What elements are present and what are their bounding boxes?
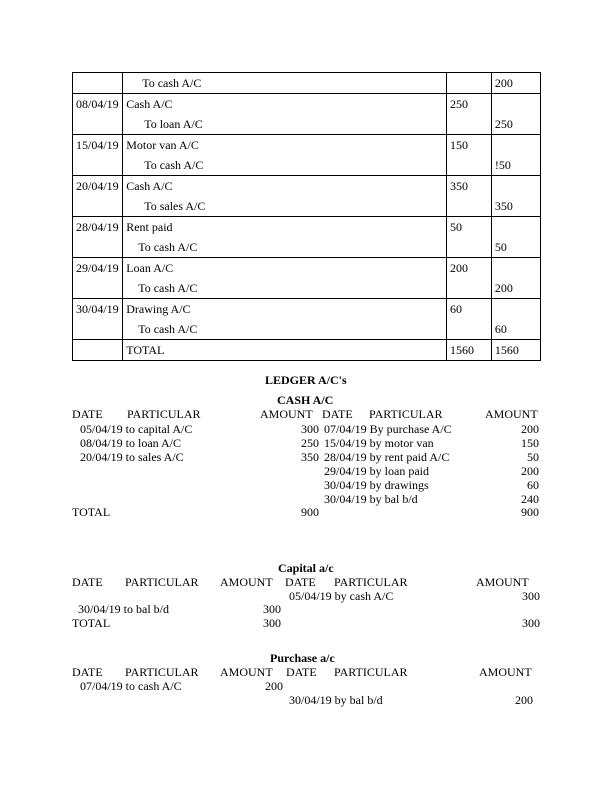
journal-debit xyxy=(446,217,491,258)
cash-total-label: TOTAL xyxy=(72,505,111,519)
purchase-right-entry-text: 30/04/19 by bal b/d xyxy=(289,693,383,707)
journal-credit-amount xyxy=(495,299,537,319)
journal-total-row xyxy=(73,340,541,361)
cash-left-entry-amount: 250 xyxy=(301,436,319,450)
cash-right-entry-amount: 200 xyxy=(521,422,539,436)
journal-debit-account: Loan A/C xyxy=(126,261,174,275)
journal-debit-amount xyxy=(450,237,488,257)
journal-date: 30/04/19 xyxy=(73,299,123,340)
journal-debit xyxy=(446,176,491,217)
journal-debit xyxy=(446,299,491,340)
journal-debit-account: Rent paid xyxy=(126,220,173,234)
journal-debit-amount xyxy=(450,278,488,298)
capital-header-date: DATE xyxy=(72,575,103,589)
journal-credit-amount xyxy=(495,94,537,114)
journal-debit-amount xyxy=(450,319,488,339)
cash-left-entry-text: 20/04/19 to sales A/C xyxy=(80,450,184,464)
journal-credit-amount: 350 xyxy=(494,199,513,213)
capital-title: Capital a/c xyxy=(278,561,334,575)
journal-debit xyxy=(446,135,491,176)
journal-credit-amount: 200 xyxy=(494,76,513,90)
cash-right-entry-amount: 240 xyxy=(521,492,539,506)
journal-debit-amount xyxy=(450,155,488,175)
journal-debit-amount: 200 xyxy=(449,261,468,275)
journal-credit-account: To loan A/C xyxy=(144,117,203,131)
cash-header-particular: PARTICULAR xyxy=(127,407,201,421)
journal-credit-amount xyxy=(495,176,537,196)
journal-credit xyxy=(491,217,540,258)
cash-title: CASH A/C xyxy=(277,393,334,407)
capital-header-amount2: AMOUNT xyxy=(476,575,529,589)
journal-particular xyxy=(123,73,447,94)
journal-debit-amount xyxy=(450,73,488,93)
journal-credit-account: To sales A/C xyxy=(144,199,206,213)
journal-credit-account: To cash A/C xyxy=(144,158,204,172)
journal-debit-amount: 150 xyxy=(449,138,468,152)
purchase-header-date: DATE xyxy=(72,665,103,679)
cash-total-right: 900 xyxy=(521,505,539,519)
capital-header-particular: PARTICULAR xyxy=(125,575,199,589)
capital-left-entry-amount: 300 xyxy=(263,602,281,616)
purchase-header-particular: PARTICULAR xyxy=(125,665,199,679)
cash-header-amount2: AMOUNT xyxy=(485,407,538,421)
journal-debit-account: Motor van A/C xyxy=(126,138,199,152)
journal-row xyxy=(73,176,541,217)
journal-particular xyxy=(123,94,447,135)
journal-credit xyxy=(491,299,540,340)
cash-header-date2: DATE xyxy=(322,407,353,421)
capital-right-entry-amount: 300 xyxy=(522,589,540,603)
journal-credit xyxy=(491,176,540,217)
journal-particular xyxy=(123,299,447,340)
journal-row xyxy=(73,299,541,340)
journal-debit-account: Cash A/C xyxy=(126,97,173,111)
journal-row xyxy=(73,73,541,94)
journal-date: 15/04/19 xyxy=(73,135,123,176)
journal-particular xyxy=(123,258,447,299)
journal-date: 29/04/19 xyxy=(73,258,123,299)
journal-debit-account: Drawing A/C xyxy=(126,302,191,316)
cash-left-entry-amount: 300 xyxy=(301,422,319,436)
journal-credit-account: To cash A/C xyxy=(142,76,202,90)
cash-right-entry-amount: 50 xyxy=(527,450,539,464)
journal-date: 20/04/19 xyxy=(73,176,123,217)
cash-right-entry-text: 28/04/19 by rent paid A/C xyxy=(324,450,450,464)
journal-total-credit: 1560 xyxy=(491,340,540,361)
journal-debit-amount: 250 xyxy=(449,97,468,111)
journal-credit-amount: 250 xyxy=(494,117,513,131)
purchase-left-entry-amount: 200 xyxy=(265,679,283,693)
journal-debit-amount: 50 xyxy=(449,220,462,234)
purchase-header-amount2: AMOUNT xyxy=(479,665,532,679)
journal-particular xyxy=(123,217,447,258)
journal-debit-amount xyxy=(450,196,488,216)
journal-credit-amount: 60 xyxy=(494,322,507,336)
capital-header-amount: AMOUNT xyxy=(220,575,273,589)
journal-credit-amount: 50 xyxy=(494,240,507,254)
journal-particular xyxy=(123,135,447,176)
purchase-left-entry-text: 07/04/19 to cash A/C xyxy=(80,679,182,693)
journal-body xyxy=(73,73,541,340)
cash-left-entry-amount: 350 xyxy=(301,450,319,464)
purchase-header-particular2: PARTICULAR xyxy=(334,665,408,679)
capital-right-entry-text: 05/04/19 by cash A/C xyxy=(289,589,394,603)
journal-debit xyxy=(446,258,491,299)
cash-header-date: DATE xyxy=(72,407,103,421)
journal-row xyxy=(73,94,541,135)
journal-debit-amount: 350 xyxy=(449,179,468,193)
journal-credit-amount: 200 xyxy=(494,281,513,295)
cash-right-entry-text: 29/04/19 by loan paid xyxy=(324,464,429,478)
journal-credit-amount xyxy=(495,258,537,278)
cash-right-entry-amount: 60 xyxy=(527,478,539,492)
journal-credit-amount xyxy=(495,135,537,155)
cash-right-entry-text: 07/04/19 By purchase A/C xyxy=(324,422,452,436)
journal-row xyxy=(73,258,541,299)
journal-debit-amount: 60 xyxy=(449,302,462,316)
journal-credit xyxy=(491,94,540,135)
purchase-title: Purchase a/c xyxy=(270,651,335,665)
capital-header-particular2: PARTICULAR xyxy=(334,575,408,589)
cash-header-particular2: PARTICULAR xyxy=(369,407,443,421)
journal-row xyxy=(73,217,541,258)
capital-header-date2: DATE xyxy=(285,575,316,589)
journal-date: 28/04/19 xyxy=(73,217,123,258)
capital-total-right: 300 xyxy=(522,616,540,630)
purchase-header-date2: DATE xyxy=(286,665,317,679)
journal-debit-account: Cash A/C xyxy=(126,179,173,193)
cash-header-amount: AMOUNT xyxy=(260,407,313,421)
journal-date: 08/04/19 xyxy=(73,94,123,135)
cash-left-entry-text: 08/04/19 to loan A/C xyxy=(80,436,182,450)
cash-left-entry-text: 05/04/19 to capital A/C xyxy=(80,422,193,436)
journal-credit-amount: !50 xyxy=(494,158,511,172)
ledger-title: LEDGER A/C's xyxy=(265,373,347,387)
journal-credit xyxy=(491,258,540,299)
journal-credit-account: To cash A/C xyxy=(138,240,198,254)
journal-total-debit: 1560 xyxy=(446,340,491,361)
cash-right-entry-text: 15/04/19 by motor van xyxy=(324,436,434,450)
journal-debit xyxy=(446,94,491,135)
journal-credit-account: To cash A/C xyxy=(138,281,198,295)
journal-debit-amount xyxy=(450,114,488,134)
journal-credit-account: To cash A/C xyxy=(138,322,198,336)
journal-credit-amount xyxy=(495,217,537,237)
cash-right-entry-amount: 200 xyxy=(521,464,539,478)
capital-total-label: TOTAL xyxy=(72,616,111,630)
journal-credit xyxy=(491,135,540,176)
cash-right-entry-text: 30/04/19 by bal b/d xyxy=(324,492,418,506)
journal-particular xyxy=(123,176,447,217)
journal-row xyxy=(73,135,541,176)
journal-table xyxy=(72,72,541,361)
cash-right-entry-text: 30/04/19 by drawings xyxy=(324,478,429,492)
journal-debit xyxy=(446,73,491,94)
capital-total-left: 300 xyxy=(263,616,281,630)
cash-total-left: 900 xyxy=(301,505,319,519)
purchase-header-amount: AMOUNT xyxy=(220,665,273,679)
journal-total-label: TOTAL xyxy=(123,340,447,361)
journal-date xyxy=(73,73,123,94)
journal-total-date xyxy=(73,340,123,361)
journal-credit xyxy=(491,73,540,94)
cash-right-entry-amount: 150 xyxy=(521,436,539,450)
purchase-right-entry-amount: 200 xyxy=(515,693,533,707)
capital-left-entry-text: 30/04/19 to bal b/d xyxy=(78,602,169,616)
